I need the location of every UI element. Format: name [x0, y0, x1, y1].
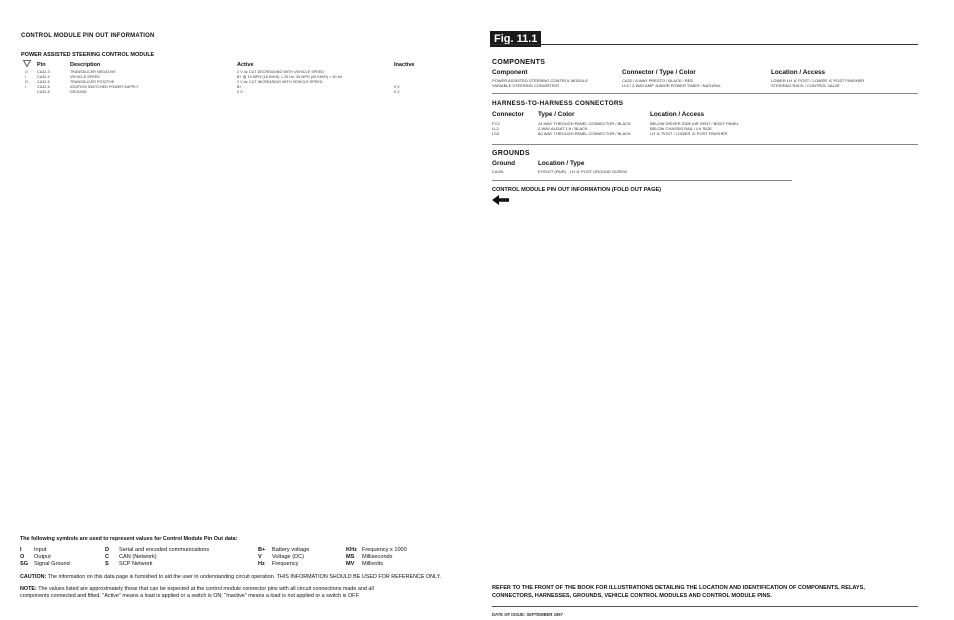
- symbol-code: D: [105, 547, 110, 553]
- pin-id: CA32-6: [37, 85, 50, 89]
- component-connector: CA32 / 8-WAY PRESTO / BLACK / RED: [622, 78, 694, 83]
- page-title: CONTROL MODULE PIN OUT INFORMATION: [21, 33, 155, 39]
- harness-location: BELOW CHASSIS RAIL / LH SIDE: [650, 126, 712, 131]
- col-header-inactive: Inactive: [394, 62, 415, 68]
- harness-location: BELOW DRIVER SIDE AIR VENT / BODY PANEL: [650, 121, 739, 126]
- refer-note: [492, 585, 865, 600]
- symbol-code: MS: [346, 554, 355, 560]
- pin-active: B+ @ 10 MPH (16 KM/H) = 20 Hz; 25 MPH (40 KM/H) = 40 Hz: [237, 75, 343, 79]
- refer-line-2: CONNECTORS, HARNESSES, GROUNDS, VEHICLE CONTROL MODULES AND CONTROL MODULE PINS.: [492, 592, 772, 599]
- grounds-col-location: Location / Type: [538, 160, 585, 167]
- ground-id: CA30L: [492, 169, 505, 174]
- symbol-code: V: [258, 554, 262, 560]
- components-title: COMPONENTS: [492, 59, 546, 66]
- symbol-code: Hz: [258, 561, 265, 567]
- pin-active: 0 V: [237, 90, 243, 94]
- symbol-label: Milliseconds: [362, 554, 393, 560]
- pin-id: CA32-4: [37, 75, 50, 79]
- symbol-label: Frequency x 1000: [362, 547, 407, 553]
- symbol-code: B+: [258, 547, 266, 553]
- symbol-label: Frequency: [272, 561, 299, 567]
- components-col-component: Component: [492, 69, 528, 76]
- components-col-connector: Connector / Type / Color: [622, 69, 696, 76]
- component-location: STEERING RACK / CONTROL VALVE: [771, 83, 840, 88]
- pin-inactive: 0 V: [394, 90, 400, 94]
- note-line-2: components connected and fitted. "Active" means a load is applied or a switch is ON; "Inactive" means a load is not applied or a switch is OFF.: [20, 593, 360, 599]
- component-name: VARIABLE STEERING CONVERTER: [492, 83, 559, 88]
- pin-io-flag: O: [25, 80, 28, 84]
- harness-rule: [492, 144, 918, 145]
- col-header-description: Description: [70, 62, 101, 68]
- harness-type: 60-WAY THROUGH PANEL CONNECTOR / BLACK: [538, 131, 631, 136]
- symbol-label: SCP Network: [119, 561, 153, 567]
- grounds-rule: [492, 180, 792, 181]
- pin-description: IGNITION SWITCHED POWER SUPPLY: [70, 85, 139, 89]
- note-line-1: The values listed are approximately those that can be expected at the control module connector pins with all circuit connections made and all: [38, 586, 374, 592]
- pin-description: TRANSDUCER POSITIVE: [70, 80, 115, 84]
- symbol-code: MV: [346, 561, 355, 567]
- pin-inactive: 0 V: [394, 85, 400, 89]
- pin-io-flag: I: [25, 75, 27, 79]
- caution-text: The information on this data page is furnished to aid the user in understanding circuit operation. THIS INFORMATION SHOULD BE USED FOR REFERENCE ONLY.: [47, 574, 442, 580]
- date-of-issue: DATE OF ISSUE: SEPTEMBER 1997: [492, 612, 563, 617]
- grounds-title: GROUNDS: [492, 150, 530, 157]
- pin-io-flag: O: [25, 70, 28, 74]
- symbol-label: CAN (Network): [119, 554, 157, 560]
- note-block: [20, 586, 374, 600]
- harness-type: 24-WAY THROUGH PANEL CONNECTOR / BLACK: [538, 121, 631, 126]
- pin-io-flag: I: [25, 85, 27, 89]
- pin-active: 2 V dc CUT DECREASING WITH VEHICLE SPEED: [237, 70, 325, 74]
- note-label: NOTE:: [20, 586, 37, 592]
- module-title: POWER ASSISTED STEERING CONTROL MODULE: [21, 52, 155, 58]
- harness-type: 2-WAY AUGAT 1.6 / BLACK: [538, 126, 588, 131]
- symbol-code: SG: [20, 561, 29, 567]
- symbol-code: S: [105, 561, 109, 567]
- symbol-label: Output: [34, 554, 51, 560]
- symbol-code: I: [20, 547, 22, 553]
- pin-id: CA32-8: [37, 90, 50, 94]
- col-header-pin: Pin: [37, 62, 46, 68]
- pin-description: TRANSDUCER NEGATIVE: [70, 70, 116, 74]
- symbol-label: Signal Ground: [34, 561, 70, 567]
- col-header-active: Active: [237, 62, 254, 68]
- component-name: POWER ASSISTED STEERING CONTROL MODULE: [492, 78, 589, 83]
- pin-description: GROUND: [70, 90, 87, 94]
- pin-id: CA32-3: [37, 70, 50, 74]
- ground-location: EYELET (PAIR) - LH 'A' POST GROUND SCREW: [538, 169, 627, 174]
- harness-connector: LS3: [492, 131, 500, 136]
- harness-location: LH 'A' POST / LOWER 'A' POST FINISHER: [650, 131, 728, 136]
- pin-id: CA32-5: [37, 80, 50, 84]
- arrow-left-icon: [492, 195, 510, 205]
- footer-rule: [492, 606, 918, 607]
- harness-connector: FC3: [492, 121, 500, 126]
- symbol-label: Input: [34, 547, 47, 553]
- component-location: LOWER LH 'A' POST / LOWER 'A' POST FINISHER: [771, 78, 865, 83]
- symbol-code: O: [20, 554, 25, 560]
- triangle-marker-icon: [23, 60, 31, 67]
- symbol-code: C: [105, 554, 110, 560]
- caution-label: CAUTION:: [20, 574, 47, 580]
- components-rule: [492, 93, 918, 94]
- harness-col-type: Type / Color: [538, 111, 575, 118]
- harness-title: HARNESS-TO-HARNESS CONNECTORS: [492, 100, 624, 107]
- figure-badge: Fig. 11.1: [490, 31, 541, 47]
- symbol-label: Serial and encoded communications: [119, 547, 210, 553]
- symbol-label: Voltage (DC): [272, 554, 305, 560]
- pin-description: VEHICLE SPEED: [70, 75, 100, 79]
- harness-col-location: Location / Access: [650, 111, 705, 118]
- foldout-label: CONTROL MODULE PIN OUT INFORMATION (FOLD OUT PAGE): [492, 187, 662, 193]
- harness-col-connector: Connector: [492, 111, 524, 118]
- symbols-intro: The following symbols are used to represent values for Control Module Pin Out data:: [20, 536, 238, 542]
- pin-active: B+: [237, 85, 242, 89]
- pin-active: 2 V dc CUT INCREASING WITH VEHICLE SPEED: [237, 80, 323, 84]
- symbol-label: Millivolts: [362, 561, 384, 567]
- harness-connector: LL2: [492, 126, 499, 131]
- grounds-col-ground: Ground: [492, 160, 516, 167]
- refer-line-1: REFER TO THE FRONT OF THE BOOK FOR ILLUSTRATIONS DETAILING THE LOCATION AND IDENTIFICATION OF COMPONENTS, RELAYS,: [492, 585, 865, 591]
- component-connector: LL5 / 2-WAY AMP JUNIOR POWER TIMER / NATURAL: [622, 83, 722, 88]
- symbol-label: Battery voltage: [272, 547, 310, 553]
- caution-note: [20, 574, 441, 581]
- components-col-location: Location / Access: [771, 69, 826, 76]
- symbol-code: KHz: [346, 547, 357, 553]
- header-rule: [490, 44, 918, 45]
